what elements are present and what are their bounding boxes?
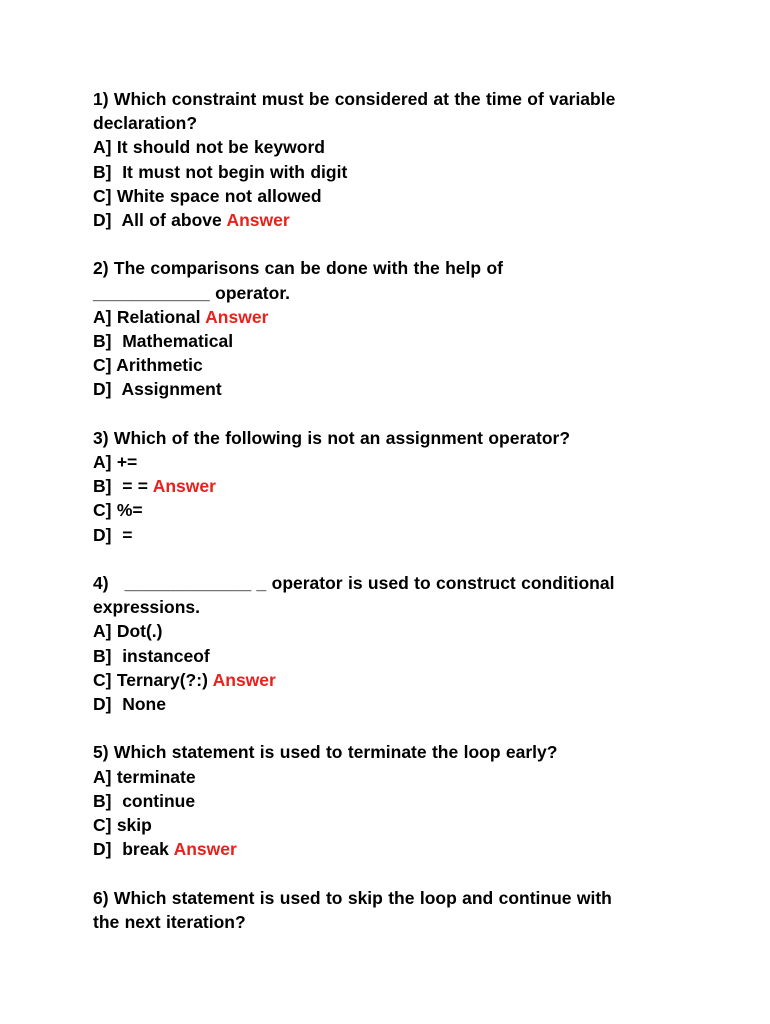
option-text: B] It must not begin with digit xyxy=(93,161,348,182)
option-item xyxy=(93,329,713,353)
option-text: D] = xyxy=(93,524,133,545)
option-text: B] continue xyxy=(93,790,196,811)
option-text: C] skip xyxy=(93,815,152,836)
question-text: expressions. xyxy=(93,597,200,618)
option-text: B] instanceof xyxy=(93,645,210,666)
answer-label: Answer xyxy=(226,210,290,231)
option-item xyxy=(93,498,713,522)
answer-label: Answer xyxy=(152,476,216,497)
option-item xyxy=(93,135,713,159)
option-item xyxy=(93,668,713,692)
option-item xyxy=(93,160,713,184)
option-text: C] %= xyxy=(93,500,143,521)
option-item xyxy=(93,837,713,861)
question-text: 5) Which statement is used to terminate the loop early? xyxy=(93,742,558,763)
option-item xyxy=(93,692,713,716)
option-item xyxy=(93,619,713,643)
option-item xyxy=(93,523,713,547)
option-text: A] Dot(.) xyxy=(93,621,163,642)
option-text: D] Assignment xyxy=(93,379,222,400)
question-text: 2) The comparisons can be done with the help of xyxy=(93,258,503,279)
question-text: declaration? xyxy=(93,113,198,134)
option-text: A] terminate xyxy=(93,766,196,787)
option-text: A] Relational xyxy=(93,306,206,327)
option-text: C] White space not allowed xyxy=(93,185,322,206)
option-text: A] += xyxy=(93,452,138,473)
option-text: C] Arithmetic xyxy=(93,355,203,376)
option-item xyxy=(93,184,713,208)
option-text: B] Mathematical xyxy=(93,331,234,352)
question-text: the next iteration? xyxy=(93,911,246,932)
question-text: 4) _____________ _ operator is used to construct conditional xyxy=(93,573,615,594)
question-text: 3) Which of the following is not an assignment operator? xyxy=(93,427,571,448)
option-item xyxy=(93,208,713,232)
option-text: B] = = xyxy=(93,476,153,497)
option-item xyxy=(93,377,713,401)
option-item xyxy=(93,789,713,813)
option-item xyxy=(93,450,713,474)
answer-label: Answer xyxy=(173,839,237,860)
option-text: C] Ternary(?:) xyxy=(93,669,213,690)
question-block xyxy=(93,571,713,716)
option-item xyxy=(93,305,713,329)
answer-label: Answer xyxy=(205,306,269,327)
option-text: D] None xyxy=(93,694,166,715)
option-item xyxy=(93,765,713,789)
option-item xyxy=(93,474,713,498)
option-item xyxy=(93,353,713,377)
option-text: D] break xyxy=(93,839,174,860)
answer-label: Answer xyxy=(212,669,276,690)
option-text: D] All of above xyxy=(93,210,227,231)
question-text: 1) Which constraint must be considered at the time of variable xyxy=(93,89,616,109)
question-text: 6) Which statement is used to skip the loop and continue with xyxy=(93,887,612,908)
question-block xyxy=(93,426,713,547)
question-text: ____________ operator. xyxy=(93,282,291,303)
option-item xyxy=(93,813,713,837)
question-block xyxy=(93,886,713,934)
question-block xyxy=(93,740,713,861)
option-item xyxy=(93,644,713,668)
option-text: A] It should not be keyword xyxy=(93,137,325,158)
question-list xyxy=(93,87,713,934)
question-block xyxy=(93,87,713,232)
question-block xyxy=(93,256,713,401)
